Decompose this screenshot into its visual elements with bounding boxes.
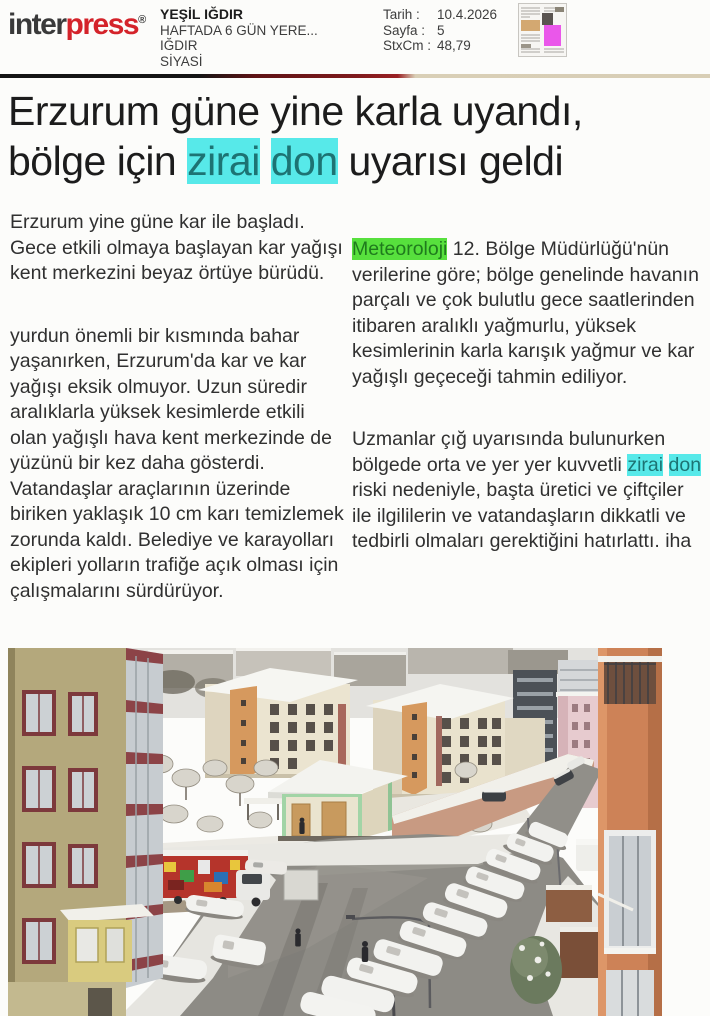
highlighted-term-zirai: zirai	[627, 453, 664, 476]
headline-line2-pre: bölge için	[8, 138, 188, 184]
page-label: Sayfa :	[383, 22, 426, 38]
glazed-balcony	[604, 830, 656, 954]
paragraph-text: 12. Bölge Müdürlüğü'nün verilerine göre; bölge genelinde havanın parçalı ve çok bulutlu gece saatlerinden itibaren aralıklı yağmurlu, yüksek kesimlerinin karla karışık yağmur ve kar yağışlı geçeceği tahmin ediliyor.	[352, 238, 699, 388]
article-photo	[8, 648, 662, 1016]
highlighted-term-meteoroloji: Meteoroloji	[352, 238, 448, 260]
snowy-tree	[510, 936, 562, 1004]
headline-line2-post: uyarısı geldi	[337, 138, 564, 184]
meta-row-page	[383, 23, 497, 39]
stxcm-value: 48,79	[437, 38, 471, 53]
paragraph: Erzurum yine güne kar ile başladı. Gece etkili olmaya başlayan kar yağışı kent merkezini beyaz örtüye bürüdü.	[10, 211, 343, 284]
date-label: Tarih :	[383, 7, 420, 22]
paragraph	[352, 237, 704, 390]
foreground-building-right	[598, 648, 662, 1016]
gazebo	[244, 798, 284, 804]
paragraph-text: riski nedeniyle, başta üretici ve çiftçiler ile ilgililerin ve vatandaşların dikkatli ve tedbirli olmaları gerektiğini hatırlattı. iha	[352, 479, 692, 552]
paragraph: yurdun önemli bir kısmında bahar yaşanırken, Erzurum'da kar ve kar yağışı eksik olmuyor. Uzun süredir aralıklarla yüksek kesimlerde etkili olan yağışlı hava kent merkezinde de yüzünü bir kez daha gösterdi. Vatandaşlar araçlarının üzerinde biriken yaklaşık 10 cm karı temizlemek zorunda kaldı. Belediye ve karayolları ekipleri yolların trafiğe açık olması için çalışmalarını sürdürüyor.	[10, 324, 344, 602]
headline-space	[260, 138, 271, 184]
meta-row-date	[383, 7, 497, 23]
article-headline	[8, 86, 704, 186]
highlighted-term-zirai: zirai	[187, 138, 260, 184]
logo-text-press: press	[65, 8, 139, 41]
headline-line1: Erzurum güne yine karla uyandı,	[8, 88, 583, 134]
paragraph	[352, 427, 704, 555]
clipping-meta	[383, 7, 497, 54]
thumbnail-clip-highlight	[544, 25, 561, 46]
highlighted-term-don: don	[270, 138, 338, 184]
publication-frequency: HAFTADA 6 GÜN YERE...	[160, 22, 318, 38]
paragraph-text: Uzmanlar çığ uyarısında bulunurken bölgede orta ve yer yer kuvvetli	[352, 428, 666, 476]
newspaper-page-thumbnail[interactable]	[518, 3, 567, 57]
foreground-building-left	[8, 648, 163, 1016]
registered-mark-icon: ®	[138, 14, 147, 26]
headline-line2	[8, 136, 704, 186]
publication-category: SİYASİ	[160, 53, 203, 69]
publication-info	[160, 7, 318, 69]
brick-shed	[546, 888, 592, 922]
paragraph-space	[663, 454, 668, 476]
logo-text-inter: inter	[8, 8, 66, 41]
header-divider	[0, 74, 710, 78]
meta-row-stxcm	[383, 38, 497, 54]
interpress-logo	[8, 8, 146, 42]
highlighted-term-don: don	[668, 453, 702, 476]
body-column-left	[10, 210, 346, 641]
body-column-right	[352, 237, 704, 592]
thumbnail-photo-block	[521, 20, 540, 31]
page-value: 5	[437, 22, 445, 38]
date-value: 10.4.2026	[437, 7, 498, 22]
publication-city: IĞDIR	[160, 38, 198, 53]
stxcm-label: StxCm :	[383, 38, 432, 53]
publication-name: YEŞİL IĞDIR	[160, 6, 243, 22]
